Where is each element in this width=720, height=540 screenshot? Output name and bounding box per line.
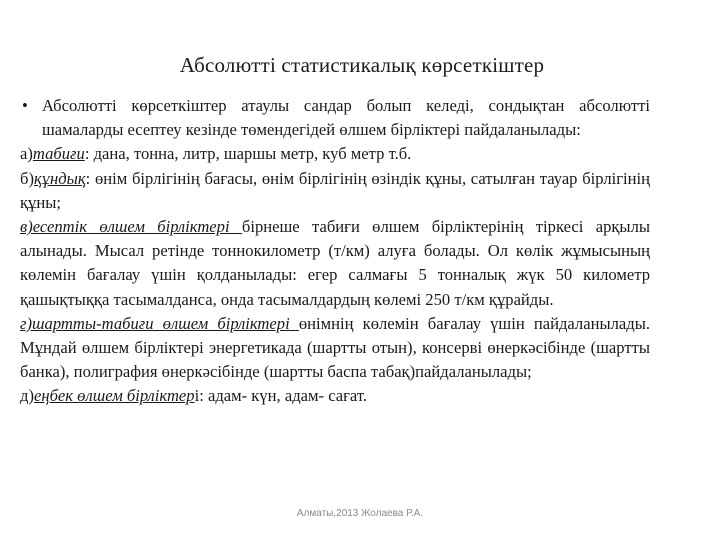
slide-title: Абсолютті статистикалық көрсеткіштер [179,53,545,77]
item-term: құндық [33,168,86,188]
item-text: і: адам- күн, адам- сағат. [194,386,368,406]
item-natural-units [20,142,650,166]
item-prefix: д) [20,386,34,406]
bullet-text: Абсолютті көрсеткіштер атаулы сандар болып келеді, сондықтан абсолютті шамаларды есептеу кезінде төмендегідей өлшем бірліктері пайдаланылады: [42,96,650,140]
item-text: : дана, тонна, литр, шаршы метр, куб метр т.б. [84,144,412,164]
item-term: табиғи [32,144,85,164]
item-conventional-natural-units [20,312,650,385]
item-value-units [20,167,650,215]
item-term: еңбек өлшем бірліктер [33,386,195,406]
bullet-mark: • [22,96,28,115]
item-labor-units [20,384,650,408]
item-text: бірнеше табиғи өлшем бірліктерінің тіркесі арқылы алынады. Мысал ретінде тоннокилометр (т/км) алуға болады. Ол көлік жұмысының көлемін бағалау үшін қолданылады: егер салмағы 5 тонналық жүк 50 километр қашықтыққа тасымалданса, онда тасымалдардың көлемі 250 т/км құрайды. [20,217,651,309]
slide-footer: Алматы,2013 Жолаева Р.А. [296,508,424,519]
item-text: : өнім бірлігінің бағасы, өнім бірлігінің өзіндік құны, сатылған тауар бірлігінің құны; [20,168,650,212]
bullet-paragraph [20,94,650,142]
item-text: өнімнің көлемін бағалау үшін пайдаланылады. Мұндай өлшем бірліктері энергетикада (шартты отын), консерві өнеркәсібінде (шартты банка), полиграфия өнеркәсібінде (шартты баспа табақ)пайдаланылады; [20,313,650,382]
item-term: в)есептік өлшем бірліктері [20,217,242,237]
item-term: г)шартты-табиғи өлшем бірліктері [20,313,299,333]
item-calculated-units [20,215,650,312]
item-prefix: б) [20,168,34,188]
item-prefix: а) [20,144,33,164]
slide-body [20,94,650,409]
